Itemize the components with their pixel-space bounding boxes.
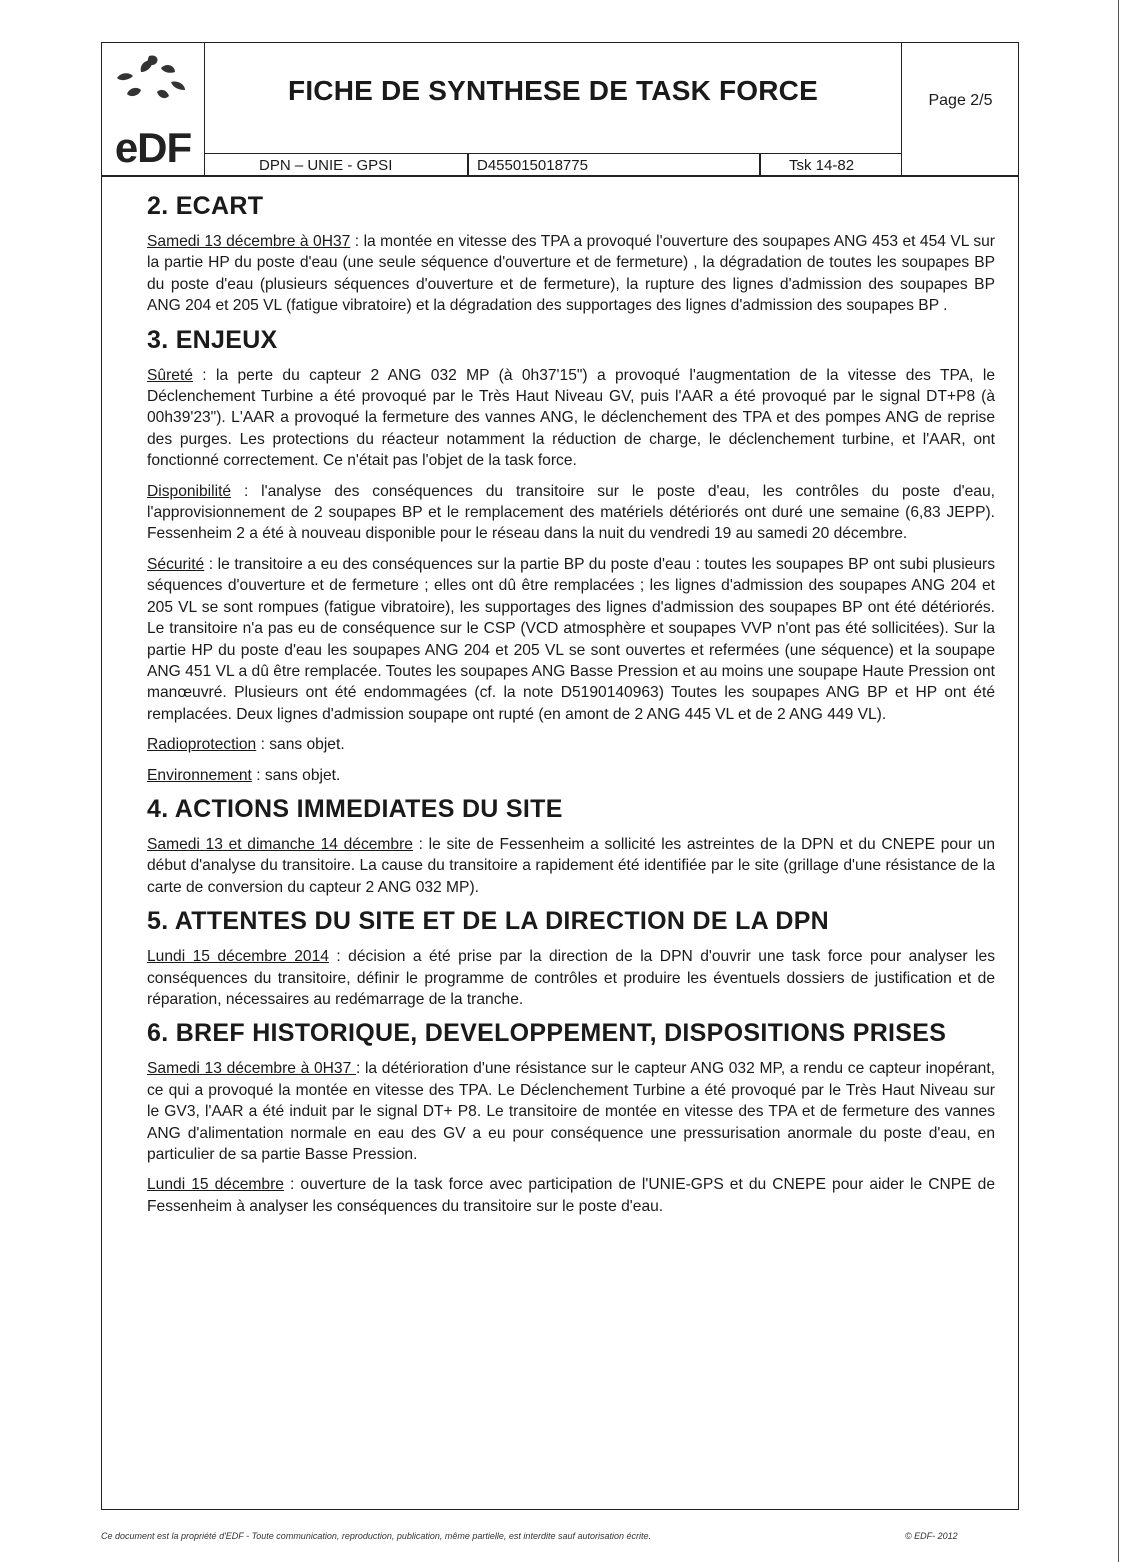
footer-disclaimer: Ce document est la propriété d'EDF - Toute communication, reproduction, publication, même partielle, est interdite sauf autorisation écrite. (101, 1531, 652, 1541)
paragraph-text: : la perte du capteur 2 ANG 032 MP (à 0h37'15") a provoqué l'augmentation de la vitesse des TPA, le Déclenchement Turbine a été provoqué par le Très Haut Niveau GV, puis l'AAR a été provoqué par le signal DT+P8 (à 00h39'23"). L'AAR a provoqué la fermeture des vannes ANG, le déclenchement des TPA et des pompes ANG de reprise des purges. Les protections du réacteur notamment la réduction de charge, le déclenchement turbine, et l'AAR, ont fonctionné correctement. Ce n'était pas l'objet de la task force. (147, 366, 995, 470)
header-divider (101, 175, 1019, 177)
paragraph-lead: Radioprotection (147, 736, 257, 754)
section-heading: 6. BREF HISTORIQUE, DEVELOPPEMENT, DISPOSITIONS PRISES (147, 1019, 947, 1048)
paragraph-text: : le transitoire a eu des conséquences sur la partie BP du poste d'eau : toutes les soupapes BP ont subi plusieurs séquences d'ouverture et de fermeture ; elles ont dû être remplacées ; les lignes d'admission des soupapes ANG 204 et 205 VL se sont rompues (fatigue vibratoire), les supportages des lignes d'admission des soupapes BP ont été détériorés. Le transitoire n'a pas eu de conséquence sur le CSP (VCD atmosphère et soupapes VVP n'ont pas été sollicitées). Sur la partie HP du poste d'eau les soupapes ANG 204 et 205 VL se sont ouvertes et refermées (une séquence) et la soupape ANG 451 VL a dû être remplacée. Toutes les soupapes ANG Basse Pression et au moins une soupape Haute Pression ont manœuvré. Plusieurs ont été endommagées (cf. la note D5190140963) Toutes les soupapes ANG BP et HP ont été remplacées. Deux lignes d'admission soupape ont rupté (en amont de 2 ANG 445 VL et de 2 ANG 449 VL). (147, 555, 995, 723)
paragraph (147, 365, 995, 472)
page-edge-line (1118, 0, 1119, 1562)
ref-department: DPN – UNIE - GPSI (259, 157, 393, 174)
paragraph-lead: Samedi 13 décembre à 0H37 (147, 233, 351, 250)
section-attentes (147, 907, 995, 1010)
section-enjeux (147, 326, 995, 786)
paragraph (147, 946, 995, 1010)
document-body (147, 192, 995, 1226)
section-historique (147, 1019, 995, 1217)
document-title: FICHE DE SYNTHESE DE TASK FORCE (288, 74, 818, 106)
paragraph (147, 554, 995, 725)
paragraph-text: : sans objet. (251, 766, 341, 784)
paragraph-text: : la montée en vitesse des TPA a provoqué l'ouverture des soupapes ANG 453 et 454 VL sur la partie HP du poste d'eau (une seule séquence d'ouverture et de fermeture) , la dégradation de toutes les soupapes BP du poste d'eau (plusieurs séquences d'ouverture et de fermeture), la rupture des lignes d'admission des soupapes BP ANG 204 et 205 VL (fatigue vibratoire) et la dégradation des supportages des lignes d'admission des soupapes BP . (147, 233, 995, 315)
paragraph-text: : ouverture de la task force avec participation de l'UNIE-GPS et du CNEPE pour aider le CNPE de Fessenheim à analyser les conséquences du transitoire sur le poste d'eau. (147, 1176, 995, 1215)
section-ecart (147, 192, 995, 317)
section-heading: 5. ATTENTES DU SITE ET DE LA DIRECTION DE LA DPN (147, 907, 830, 936)
ref-document-number: D455015018775 (477, 157, 588, 174)
paragraph-lead: Sécurité (147, 555, 205, 573)
paragraph (147, 734, 995, 755)
paragraph (147, 765, 995, 786)
paragraph (147, 1174, 995, 1217)
ref-task-number: Tsk 14-82 (789, 157, 855, 174)
section-heading: 4. ACTIONS IMMEDIATES DU SITE (147, 794, 563, 823)
edf-logo-icon (101, 42, 205, 132)
edf-logo-text: eDF (114, 124, 192, 171)
paragraph-lead: Lundi 15 décembre 2014 (147, 948, 329, 966)
paragraph-text: : sans objet. (256, 736, 345, 754)
section-heading: 2. ECART (147, 192, 264, 220)
ref-divider (759, 154, 761, 176)
paragraph-lead: Samedi 13 décembre à 0H37 (147, 1060, 356, 1078)
paragraph (147, 231, 995, 317)
logo-cell (101, 42, 205, 176)
paragraph (147, 481, 995, 545)
paragraph (147, 1058, 995, 1165)
ref-divider (467, 154, 469, 176)
paragraph-lead: Lundi 15 décembre (147, 1176, 284, 1194)
paragraph-lead: Environnement (147, 766, 252, 784)
paragraph-lead: Samedi 13 et dimanche 14 décembre (147, 835, 413, 853)
page-number: Page 2/5 (901, 42, 1019, 176)
paragraph-lead: Disponibilité (147, 482, 232, 500)
header-references (205, 154, 901, 176)
paragraph-lead: Sûreté (147, 366, 193, 384)
paragraph-text: : l'analyse des conséquences du transitoire sur le poste d'eau, les contrôles du poste d'eau, l'approvisionnement de 2 soupapes BP et le remplacement des matériels détériorés ont duré une semaine (6,83 JEPP). Fessenheim 2 a été à nouveau disponible pour le réseau dans la nuit du vendredi 19 au samedi 20 décembre. (147, 482, 995, 543)
section-actions-immediates (147, 795, 995, 898)
footer-copyright: © EDF- 2012 (905, 1531, 958, 1541)
paragraph-text: : le site de Fessenheim a sollicité les astreintes de la DPN et du CNEPE pour un début d'analyse du transitoire. La cause du transitoire a rapidement été identifiée par le site (grillage d'une résistance de la carte de conversion du capteur 2 ANG 032 MP). (147, 835, 995, 896)
paragraph-text: : la détérioration d'une résistance sur le capteur ANG 032 MP, a rendu ce capteur inopérant, ce qui a provoqué la montée en vitesse des TPA. Le Déclenchement Turbine a été provoqué par le Très Haut Niveau sur le GV3, l'AAR a été induit par le signal DT+ P8. Le transitoire de montée en vitesse des TPA et de fermeture des vannes ANG d'alimentation normale en eau des GV a eu pour conséquence une pressurisation anormale du poste d'eau, en particulier de sa partie Basse Pression. (147, 1060, 995, 1163)
paragraph-text: : décision a été prise par la direction de la DPN d'ouvrir une task force pour analyser les conséquences du transitoire, définir le programme de contrôles et produire les éventuels dossiers de justification et de réparation, nécessaires au redémarrage de la tranche. (147, 948, 995, 1008)
paragraph (147, 834, 995, 898)
header-title-cell (205, 42, 901, 154)
section-heading: 3. ENJEUX (147, 325, 278, 354)
